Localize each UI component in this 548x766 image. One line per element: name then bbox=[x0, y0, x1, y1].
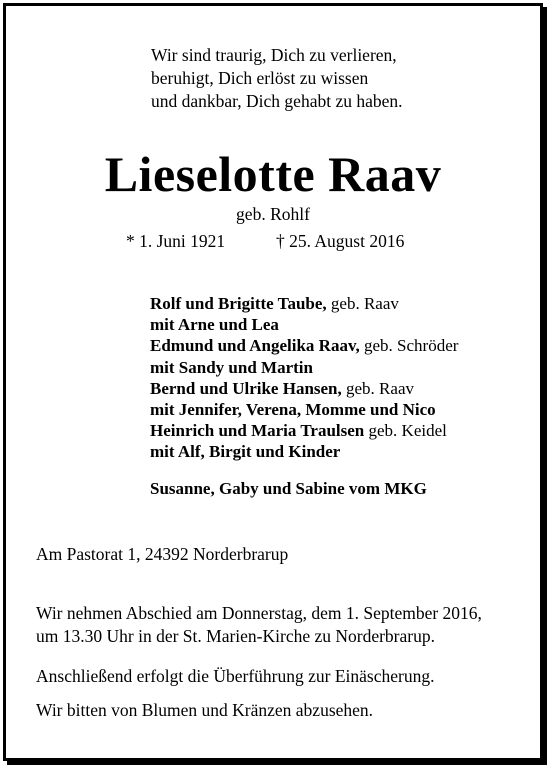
mourner-name: Heinrich und Maria Traulsen bbox=[150, 421, 365, 441]
mourner-line bbox=[150, 378, 458, 399]
flowers-request: Wir bitten von Blumen und Kränzen abzusehen. bbox=[36, 700, 374, 720]
maiden-name: geb. Rohlf bbox=[236, 204, 310, 224]
mourner-name: mit Alf, Birgit und Kinder bbox=[150, 442, 341, 462]
mourner-name: Rolf und Brigitte Taube, bbox=[150, 294, 327, 313]
mourner-note: geb. Raav bbox=[326, 294, 399, 313]
mourner-name: mit Arne und Lea bbox=[150, 315, 279, 335]
mourner-line bbox=[150, 314, 458, 335]
mourner-name: mit Sandy und Martin bbox=[150, 357, 313, 377]
deceased-name: Lieselotte Raav bbox=[104, 146, 442, 202]
memorial-poem bbox=[151, 44, 403, 113]
mourner-line bbox=[150, 357, 458, 378]
mourner-line bbox=[150, 420, 458, 441]
funeral-service-info bbox=[36, 602, 482, 647]
mourner-line bbox=[150, 293, 458, 314]
friends-line: Susanne, Gaby und Sabine vom MKG bbox=[150, 479, 427, 498]
mourner-line bbox=[150, 399, 458, 420]
death-date: † 25. August 2016 bbox=[276, 231, 405, 251]
service-line-1: Wir nehmen Abschied am Donnerstag, dem 1. September 2016, bbox=[36, 603, 482, 623]
poem-line-1: Wir sind traurig, Dich zu verlieren, bbox=[151, 45, 397, 65]
mourner-note: geb. Keidel bbox=[364, 421, 447, 441]
service-line-2: um 13.30 Uhr in der St. Marien-Kirche zu Norderbrarup. bbox=[36, 625, 435, 646]
poem-line-2: beruhigt, Dich erlöst zu wissen bbox=[151, 68, 369, 88]
mourner-name: Bernd und Ulrike Hansen, bbox=[150, 378, 342, 398]
cremation-note: Anschließend erfolgt die Überführung zur Einäscherung. bbox=[36, 666, 435, 686]
mourner-note: geb. Raav bbox=[341, 378, 414, 398]
mourners-list bbox=[150, 293, 458, 463]
mourner-name: mit Jennifer, Verena, Momme und Nico bbox=[150, 400, 436, 420]
mourning-address: Am Pastorat 1, 24392 Norderbrarup bbox=[36, 544, 289, 564]
obituary-notice bbox=[3, 3, 543, 761]
poem-line-3: und dankbar, Dich gehabt zu haben. bbox=[151, 91, 403, 111]
birth-date: * 1. Juni 1921 bbox=[126, 231, 226, 251]
mourner-line bbox=[150, 441, 458, 462]
mourner-name: Edmund und Angelika Raav, bbox=[150, 336, 360, 356]
mourner-line bbox=[150, 335, 458, 356]
mourner-note: geb. Schröder bbox=[359, 336, 459, 356]
